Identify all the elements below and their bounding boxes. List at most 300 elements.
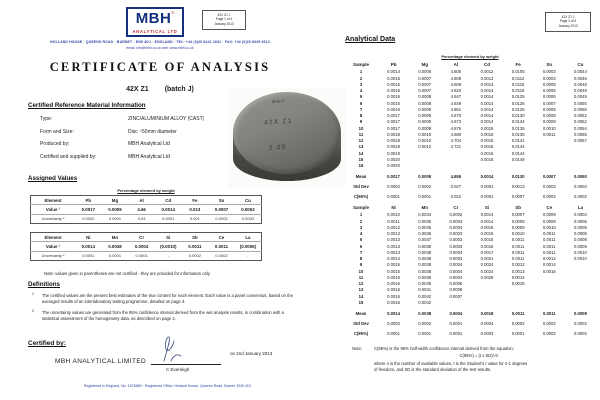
company-contact: email: info@mbh.co.uk web: www.mbh.co.uk (126, 46, 194, 50)
table-cell: La (245, 234, 251, 240)
table-row (31, 251, 262, 260)
disc-top-face (233, 92, 341, 174)
table-cell: 0.0038 (418, 262, 432, 268)
table-cell: 0.0004 (449, 311, 463, 317)
table-cell: 0.0011 (511, 311, 525, 317)
definitions-heading: Definitions (28, 281, 60, 288)
table-cell: Mg (421, 61, 428, 67)
table-cell: 0.0004 (449, 262, 463, 268)
crm-label: Type: (40, 116, 53, 122)
table-cell: 0.0017 (387, 125, 400, 131)
table-cell: Element (44, 197, 62, 203)
table-cell: 0.0144 (511, 144, 525, 150)
analytical-data-heading: Analytical Data (345, 36, 396, 43)
table-cell: 0.0007 (208, 205, 235, 214)
table-cell: 0.0006 (574, 231, 587, 237)
table-cell: 0.0011 (182, 242, 209, 251)
table-cell: 0.0039 (418, 281, 432, 287)
crm-row-produced-by (40, 141, 204, 147)
table-cell: Cd (165, 197, 172, 203)
note-label: Note: (352, 346, 363, 351)
table-cell: 0.0010 (542, 125, 556, 131)
table-cell: 0.0003 (542, 75, 556, 81)
table-cell: 12 (358, 281, 364, 287)
table-cell: Mean (355, 174, 367, 180)
table-cell: 0.0015 (387, 274, 400, 280)
table-cell: 0.0046 (574, 75, 587, 81)
table-cell: 0.0009 (418, 174, 432, 180)
table-cell: 0.0013 (387, 249, 400, 255)
note-line-3: of freedom, and SD is the standard deviation of the test results. (374, 366, 492, 372)
table-cell: 0.0009 (418, 119, 432, 125)
table-cell: 0.0014 (387, 256, 400, 262)
table-cell: 0.0002 (511, 320, 525, 326)
table-cell: 0.0003 (449, 249, 463, 255)
table-cell: 0.0009 (542, 218, 556, 224)
sample-disc-photo (228, 87, 346, 188)
table-cell: Value ¹ (31, 242, 76, 251)
table-cell: 0.0050 (574, 100, 587, 106)
table-cell: 0.0017 (75, 205, 102, 214)
batch-label: (batch J) (164, 86, 194, 93)
table-cell: 0.0004 (449, 268, 463, 274)
percentage-by-weight-label: Percentage element by weight (441, 54, 499, 59)
table-cell: 0.0010 (418, 138, 432, 144)
table-cell: 0.0014 (480, 119, 494, 125)
table-cell: C(95%) (353, 330, 369, 336)
note-equation: C(95%) = (t x SD)/√n (459, 353, 499, 359)
table-cell: 0.0001 (387, 330, 400, 336)
table-cell: 0.0041 (418, 287, 432, 293)
table-cell: 0.0015 (480, 237, 494, 243)
crm-value: ZINC/ALUMINIUM ALLOY (CAST) (128, 116, 205, 122)
table-cell: 0.0015 (387, 75, 400, 81)
definition-1-superscript: 1 (32, 292, 34, 296)
table-cell: Cr (453, 204, 459, 210)
table-cell: 0.0016 (387, 106, 400, 112)
table-cell: 0.0014 (480, 113, 494, 119)
table-cell: 0.0008 (574, 311, 587, 317)
table-cell: 0.0014 (75, 242, 102, 251)
table-cell: Si (166, 234, 171, 240)
table-cell: - (235, 251, 262, 260)
table-cell: Fe (192, 197, 198, 203)
table-cell: 5 (359, 94, 363, 100)
table-cell: 0.0006 (542, 94, 556, 100)
reference-box-page3 (545, 12, 591, 32)
table-cell: 0.0017 (387, 119, 400, 125)
table-cell: 0.0002 (449, 212, 463, 218)
table-row (31, 196, 262, 205)
table-cell: Al (453, 61, 459, 67)
refbox-page: Page 1 of 4 (215, 17, 233, 22)
table-cell: 0.0014 (480, 100, 494, 106)
table-cell: 0.0001 (128, 251, 155, 260)
table-cell: 0.0016 (387, 299, 400, 305)
table-cell: 13 (358, 287, 364, 293)
company-name: MBH ANALYTICAL LIMITED (55, 358, 147, 365)
table-cell: 0.0018 (480, 311, 494, 317)
table-cell: 0.0003 (542, 69, 556, 75)
table-cell: 0.0135 (511, 125, 525, 131)
table-cell: 0.0001 (75, 251, 102, 260)
table-cell: Cr (139, 234, 145, 240)
table-cell: 0.0002 (574, 320, 587, 326)
table-cell: 4.605 (450, 69, 462, 75)
table-cell: 0.0004 (574, 212, 587, 218)
table-cell: 0.0004 (574, 184, 587, 190)
table-cell: 0.0024 (480, 262, 494, 268)
table-cell: 4.655 (450, 174, 462, 180)
table-cell: 0.0018 (387, 144, 400, 150)
table-cell: 9 (359, 119, 363, 125)
table-row (31, 205, 262, 214)
table-cell: Value ¹ (31, 205, 76, 214)
table-cell: 0.0134 (511, 119, 525, 125)
table-cell: 0.0012 (511, 262, 525, 268)
table-cell: 0.0003 (542, 184, 556, 190)
table-cell: La (577, 204, 584, 210)
table-cell: 0.0008 (418, 100, 432, 106)
table-cell: 0.0011 (542, 311, 556, 317)
table-cell: 0.0149 (511, 156, 525, 162)
table-cell: Sn (218, 197, 225, 203)
table-cell: 0.0004 (480, 320, 494, 326)
mbh-logo-box (126, 7, 183, 37)
table-cell: 4.676 (450, 125, 462, 131)
table-cell: 0.0007 (449, 293, 463, 299)
table-cell: 0.0009 (418, 106, 432, 112)
table-cell: 0.0010 (574, 249, 587, 255)
table-cell: 0.0003 (235, 214, 262, 223)
table-cell: 0.0014 (511, 274, 525, 280)
table-cell: 0.0011 (543, 131, 556, 137)
table-cell: 0.0001 (480, 184, 494, 190)
table-cell: 0.0003 (449, 218, 463, 224)
table-cell: Element (44, 234, 62, 240)
table-cell: 0.0019 (387, 150, 400, 156)
table-cell: 0.0002 (387, 320, 400, 326)
table-cell: 1 (359, 212, 363, 218)
table-cell: 0.0038 (418, 256, 432, 262)
table-cell: 15 (358, 299, 364, 305)
table-cell: 9 (359, 262, 363, 268)
table-cell: 0.0012 (387, 224, 400, 230)
table-cell: 0.0001 (418, 193, 432, 199)
table-cell: - (155, 251, 182, 260)
table-cell: 0.0130 (511, 174, 525, 180)
table-cell: 0.0010 (418, 131, 432, 137)
table-cell: 0.0024 (480, 268, 494, 274)
signatory-name: C Everleigh (166, 367, 190, 372)
table-row (344, 180, 596, 190)
crm-row-certified-by (40, 154, 204, 160)
table-cell: 0.0013 (511, 268, 525, 274)
table-cell: 0.0016 (387, 287, 400, 293)
table-cell: 0.0015 (387, 262, 400, 268)
table-cell: 0.0002 (387, 184, 400, 190)
table-cell: 0.0009 (511, 224, 525, 230)
table-row (31, 242, 262, 251)
table-cell: 4.721 (450, 144, 462, 150)
crm-label: Certified and supplied by: (40, 153, 97, 160)
table-cell: 0.0004 (449, 274, 463, 280)
table-row (344, 61, 596, 69)
table-cell: 0.0034 (418, 212, 432, 218)
table-cell: 0.0016 (480, 243, 494, 249)
table-cell: 4.661 (450, 106, 462, 112)
table-cell: Mn (111, 234, 119, 240)
definition-2-text: The uncertainty values are generated from the 95% confidence interval derived from the wet analysis results, in combination with a statistical assessment of the homogeneity data, as described on page 2. (42, 309, 284, 321)
crm-value: MBH Analytical Ltd (128, 153, 170, 160)
table-cell: 0.0012 (542, 256, 556, 262)
table-cell: 0.0003 (480, 330, 494, 336)
table-cell: 0.0007 (418, 88, 432, 94)
table-cell: 0.0007 (542, 174, 556, 180)
table-cell: 0.0001 (480, 193, 494, 199)
table-cell: 0.0009 (102, 205, 129, 214)
crm-info-heading: Certified Reference Material Information (28, 102, 146, 109)
table-cell: 0.0035 (418, 218, 432, 224)
table-cell: 0.0144 (511, 150, 525, 156)
table-cell: 0.0013 (387, 237, 400, 243)
refbox-product: 42X Z1 J (217, 12, 231, 17)
table-cell: 0.0002 (208, 214, 235, 223)
table-cell: 0.03 (128, 214, 155, 223)
crm-row-type (40, 116, 204, 122)
table-cell: Cu (577, 61, 584, 67)
table-cell: Sn (546, 61, 553, 67)
table-cell: 0.0014 (387, 69, 400, 75)
table-row (344, 327, 596, 337)
table-cell: 0.0014 (480, 212, 494, 218)
table-cell: Pb (85, 197, 92, 203)
analytical-data-table-2 (344, 204, 596, 336)
table-cell: Sample (352, 204, 369, 210)
table-cell: 4.608 (450, 75, 462, 81)
table-cell: 14 (358, 293, 364, 299)
table-cell: 4.704 (450, 138, 462, 144)
table-cell: Ce (218, 234, 225, 240)
table-cell: 4.649 (450, 100, 462, 106)
refbox-date: January 2013 (558, 24, 578, 29)
table-cell: 7 (359, 106, 363, 112)
table-cell: 4 (359, 231, 363, 237)
certified-by-heading: Certified by: (28, 340, 66, 347)
table-cell: 0.0008 (542, 106, 556, 112)
table-cell: 5 (359, 237, 363, 243)
table-cell: 0.0055 (574, 131, 587, 137)
assigned-values-table-1 (30, 195, 262, 224)
table-cell: 0.0038 (102, 242, 129, 251)
table-cell: 0.0021 (480, 256, 494, 262)
certificate-title: CERTIFICATE OF ANALYSIS (49, 60, 271, 74)
table-cell: Fe (515, 61, 521, 67)
table-cell: 0.0001 (102, 214, 129, 223)
mbh-logo-subtitle: ANALYTICAL LTD (132, 29, 178, 34)
table-cell: 0.0011 (208, 242, 235, 251)
registered-trademark-icon: ® (171, 10, 175, 15)
table-cell: 0.0001 (511, 330, 525, 336)
table-cell: Sample (352, 61, 369, 67)
table-cell: (0.0006) (235, 242, 262, 251)
table-cell: 0.0015 (480, 138, 494, 144)
crm-info-list (40, 116, 204, 166)
table-cell: 0.0003 (449, 243, 463, 249)
table-cell: 3 (359, 81, 363, 87)
table-cell: 0.0001 (102, 251, 129, 260)
table-cell: 0.0002 (574, 193, 587, 199)
table-cell: 0.0016 (387, 94, 400, 100)
table-cell: 0.0002 (574, 330, 587, 336)
table-cell: 0.0011 (543, 249, 556, 255)
table-cell: 10 (358, 268, 364, 274)
table-cell: 0.0116 (511, 81, 525, 87)
table-cell: 0.0012 (480, 69, 494, 75)
table-cell: 0.0003 (449, 237, 463, 243)
definition-1 (32, 292, 296, 305)
table-cell: 0.0016 (387, 88, 400, 94)
table-cell: 14 (358, 150, 364, 156)
table-cell: 1 (359, 69, 363, 75)
table-cell: 0.0002 (75, 214, 102, 223)
table-cell: 11 (358, 131, 364, 137)
table-cell: 0.0001 (449, 320, 463, 326)
table-cell: 0.0010 (511, 231, 525, 237)
refbox-page: Page 3 of 4 (559, 19, 577, 24)
mbh-logo-text: MBH (135, 10, 172, 27)
table-cell: 0.0011 (511, 243, 525, 249)
table-cell: 0.0010 (574, 256, 587, 262)
table-cell: 0.0011 (511, 249, 525, 255)
table-cell: 0.0015 (480, 224, 494, 230)
table-row (344, 204, 596, 212)
table-cell: 0.0009 (542, 119, 556, 125)
confidence-interval-note (352, 346, 590, 373)
table-cell: 0.0014 (480, 174, 494, 180)
table-cell: 4.620 (450, 88, 462, 94)
table-cell: 16 (358, 163, 364, 169)
table-cell: 0.0042 (418, 299, 432, 305)
note-line-1: C(95%) is the 95% half-width confidence interval derived from the equation: (374, 346, 514, 351)
table-cell: 0.0015 (480, 125, 494, 131)
table-cell: 4.647 (450, 94, 462, 100)
table-row (31, 233, 262, 242)
table-cell: 0.0036 (418, 224, 432, 230)
table-cell: (0.0010) (155, 242, 182, 251)
table-cell: 0.0007 (418, 75, 432, 81)
table-cell: Std Dev (353, 184, 369, 190)
refbox-date: January 2013 (214, 22, 234, 27)
definition-2 (32, 308, 296, 322)
table-cell: 0.0014 (480, 94, 494, 100)
table-cell: 0.0048 (574, 88, 587, 94)
table-cell: 0.0006 (449, 287, 463, 293)
table-cell: 0.0016 (387, 293, 400, 299)
definition-1-text: The certified values are the present best estimates of the true content for each element. Each value is a panel consensus, based on the averaged results of an interlaboratory testing programme, detailed on page 3. (42, 293, 293, 304)
table-row (344, 190, 596, 200)
table-cell: 0.0014 (480, 106, 494, 112)
table-cell: 0.0050 (574, 174, 587, 180)
note-line-2: where n is the number of available values, t is the Student's t value for n-1 degrees (374, 360, 528, 366)
table-cell: 0.0013 (387, 231, 400, 237)
table-cell: 0.0112 (511, 75, 525, 81)
table-cell: 0.0044 (574, 69, 587, 75)
table-cell: 0.0038 (418, 311, 432, 317)
table-row (344, 169, 596, 180)
table-cell: 0.0014 (155, 205, 182, 214)
crm-label: Form and Size: (40, 128, 74, 135)
table-cell: 2 (359, 75, 363, 81)
table-cell: 0.0057 (574, 138, 587, 144)
table-cell: 0.0015 (480, 144, 494, 150)
table-cell: 0.0004 (128, 242, 155, 251)
table-cell: 4.670 (450, 113, 462, 119)
table-cell: 0.0009 (542, 212, 556, 218)
table-cell: 0.0008 (574, 237, 587, 243)
definitions-list (32, 292, 296, 327)
table-cell: 0.0002 (208, 251, 235, 260)
table-cell: 0.0014 (480, 88, 494, 94)
table-cell: 0.0015 (387, 81, 400, 87)
table-cell: Ni (391, 204, 396, 210)
table-cell: 0.0042 (418, 293, 432, 299)
disc-stamp-product: 42X Z1 (263, 118, 293, 127)
table-cell: 0.0016 (542, 268, 556, 274)
table-row (344, 317, 596, 327)
table-cell: 0.0126 (511, 106, 525, 112)
table-cell: Std Dev (353, 320, 369, 326)
parentheses-note: Note: values given in parentheses are not certified - they are provided for information only (44, 271, 210, 276)
table-cell: 0.0010 (542, 224, 556, 230)
table-cell: 0.0005 (449, 281, 463, 287)
table-cell: Pb (390, 61, 397, 67)
table-cell: 0.0003 (449, 224, 463, 230)
table-cell: 0.0009 (418, 113, 432, 119)
table-cell: C(95%) (353, 193, 369, 199)
table-cell: 0.0005 (574, 218, 587, 224)
analytical-data-table-1 (344, 61, 596, 200)
table-cell: 0.0009 (418, 125, 432, 131)
table-cell: Uncertainty ² (31, 214, 76, 223)
table-cell: Sb (515, 204, 522, 210)
table-cell: 0.0007 (418, 81, 432, 87)
table-cell: 0.0014 (480, 218, 494, 224)
table-cell: 0.0011 (543, 243, 556, 249)
disc-stamp-batch: J 49 (267, 142, 287, 153)
table-cell: 0.0018 (387, 138, 400, 144)
table-cell: 8 (359, 113, 363, 119)
table-cell: 0.0012 (418, 144, 432, 150)
table-cell: 0.0017 (387, 174, 400, 180)
crm-label: Produced by: (40, 141, 70, 147)
note-body (374, 346, 584, 373)
table-cell: 0.0038 (418, 274, 432, 280)
table-cell: 0.0002 (418, 320, 432, 326)
table-cell: 0.001 (182, 214, 209, 223)
table-cell: 4.66 (128, 205, 155, 214)
table-cell: 0.0048 (574, 81, 587, 87)
table-cell: 0.0001 (449, 330, 463, 336)
reference-box-page1 (202, 10, 246, 30)
table-cell: 0.0002 (542, 320, 556, 326)
table-cell: 0.0002 (542, 330, 556, 336)
table-cell: 0.0017 (387, 113, 400, 119)
table-cell: 0.0013 (480, 81, 494, 87)
table-cell: 0.0036 (418, 231, 432, 237)
table-cell: 0.0003 (449, 256, 463, 262)
table-cell: 0.0038 (418, 268, 432, 274)
